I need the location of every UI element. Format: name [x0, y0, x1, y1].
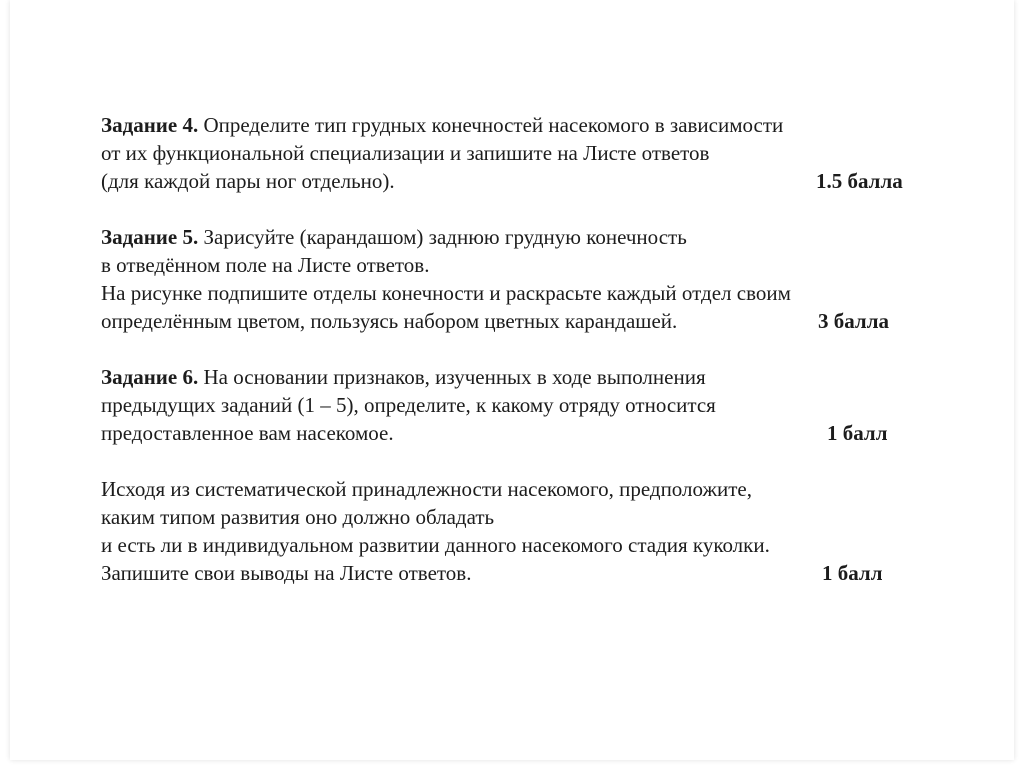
task-points: 3 балла — [818, 309, 889, 333]
task-text-line: Запишите свои выводы на Листе ответов. — [101, 561, 472, 585]
task-line — [101, 167, 941, 195]
task-line — [101, 223, 941, 251]
task-7 — [101, 475, 941, 587]
task-text — [101, 111, 941, 587]
task-line — [101, 503, 941, 531]
task-text-line: На рисунке подпишите отделы конечности и раскрасьте каждый отдел своим — [101, 281, 791, 305]
task-line — [101, 111, 941, 139]
task-text-line: Исходя из систематической принадлежности насекомого, предположите, — [101, 477, 752, 501]
task-text-line: Зарисуйте (карандашом) заднюю грудную конечность — [203, 225, 687, 249]
task-text-line: (для каждой пары ног отдельно). — [101, 169, 395, 193]
task-line — [101, 391, 941, 419]
task-points: 1 балл — [822, 561, 883, 585]
task-text-line: от их функциональной специализации и запишите на Листе ответов — [101, 141, 710, 165]
task-line — [101, 531, 941, 559]
task-line — [101, 363, 941, 391]
task-line — [101, 475, 941, 503]
task-points: 1 балл — [827, 421, 888, 445]
task-text-line: предоставленное вам насекомое. — [101, 421, 394, 445]
task-text-line: каким типом развития оно должно обладать — [101, 505, 495, 529]
task-line — [101, 419, 941, 447]
task-heading: Задание 6. — [101, 365, 199, 389]
task-text-line: На основании признаков, изученных в ходе выполнения — [203, 365, 706, 389]
task-points: 1.5 балла — [816, 169, 903, 193]
task-4 — [101, 111, 941, 195]
task-line — [101, 559, 941, 587]
task-line — [101, 307, 941, 335]
task-text-line: предыдущих заданий (1 – 5), определите, к какому отряду относится — [101, 393, 716, 417]
task-5 — [101, 223, 941, 335]
task-text-line: определённым цветом, пользуясь набором цветных карандашей. — [101, 309, 678, 333]
task-line — [101, 251, 941, 279]
task-heading: Задание 4. — [101, 113, 199, 137]
task-text-line: и есть ли в индивидуальном развитии данного насекомого стадия куколки. — [101, 533, 770, 557]
task-text-line: Определите тип грудных конечностей насекомого в зависимости — [203, 113, 784, 137]
task-line — [101, 139, 941, 167]
task-heading: Задание 5. — [101, 225, 199, 249]
slide-page — [10, 0, 1014, 760]
task-6 — [101, 363, 941, 447]
task-line — [101, 279, 941, 307]
task-text-line: в отведённом поле на Листе ответов. — [101, 253, 430, 277]
